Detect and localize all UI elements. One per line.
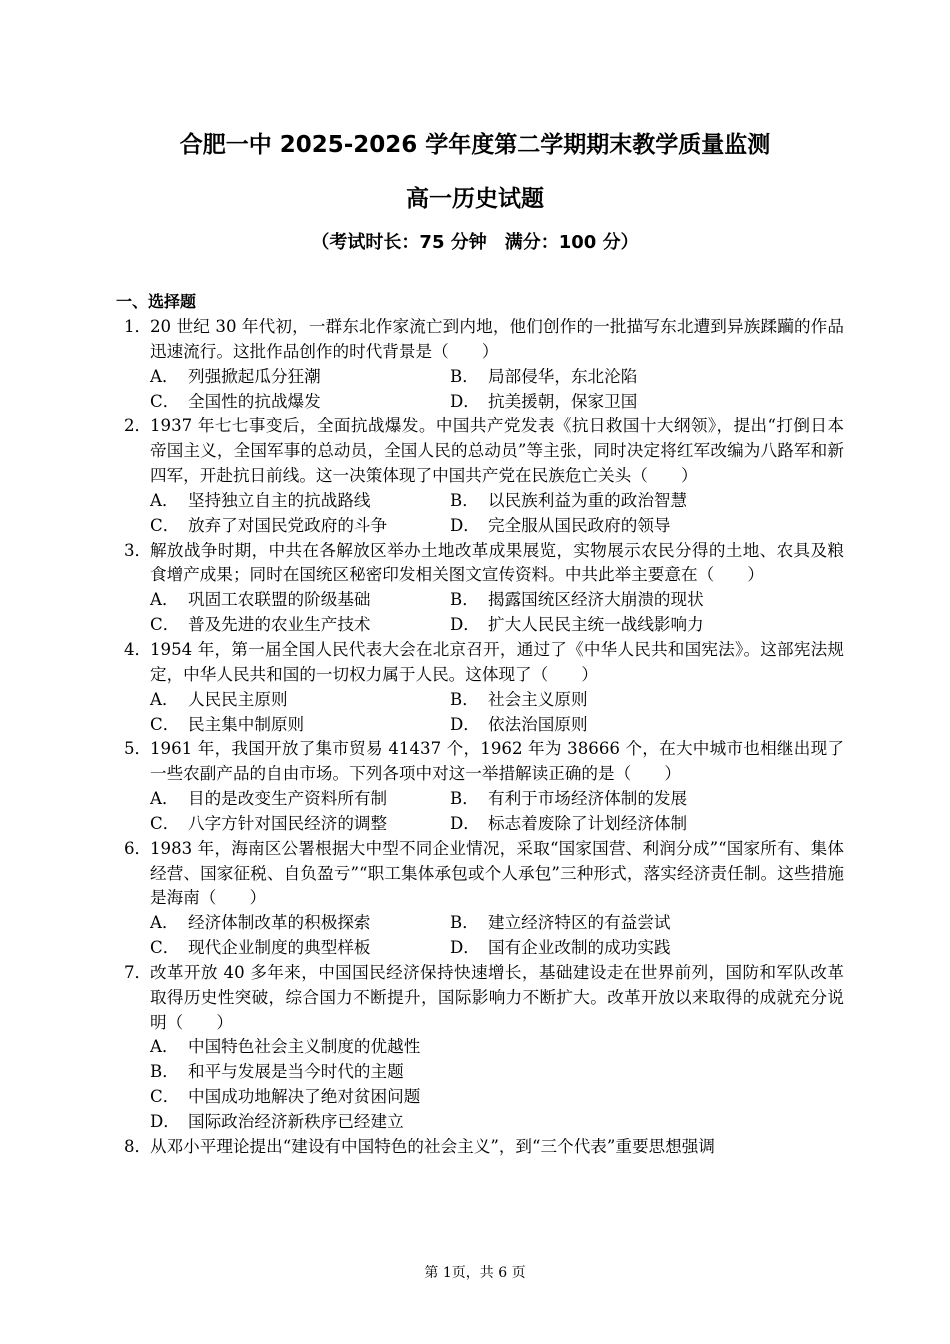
option-letter: B． [450,490,479,510]
option-item [150,613,450,638]
option-list [124,1035,844,1134]
option-item [150,688,450,713]
option-item [450,588,750,613]
option-text: 完全服从国民政府的领导 [488,515,671,535]
question-list [124,315,844,1160]
question-item [124,837,844,912]
option-text: 中国特色社会主义制度的优越性 [188,1037,421,1057]
option-text: 全国性的抗战爆发 [188,391,321,411]
option-row [150,613,844,638]
option-text: 国际政治经济新秩序已经建立 [188,1112,404,1131]
option-row [150,713,844,738]
option-text: 国有企业改制的成功实践 [488,938,671,958]
option-row [150,812,844,837]
option-text: 中国成功地解决了绝对贫困问题 [188,1087,421,1107]
option-item [150,1035,844,1060]
exam-subtitle: 高一历史试题 [406,186,544,212]
option-item [150,1085,844,1110]
question-number: 8． [124,1136,152,1156]
question-text: 1937 年七七事变后，全面抗战爆发。中国共产党发表《抗日救国十大纲领》，提出“打倒日本帝国主义，全国军事的总动员，全国人民的总动员”等主张，同时决定将红军改编为八路军和新四军，开赴抗日前线。这一决策体现了中国共产党在民族危亡关头（ ） [150,416,844,486]
option-letter: D． [450,515,480,535]
question-text: 1954 年，第一届全国人民代表大会在北京召开，通过了《中华人民共和国宪法》。这部宪法规定，中华人民共和国的一切权力属于人民。这体现了（ ） [150,639,844,684]
option-list [124,588,844,638]
option-text: 揭露国统区经济大崩溃的现状 [488,590,704,610]
option-letter: C． [150,1087,180,1107]
option-text: 列强掀起瓜分狂潮 [188,366,321,386]
option-text: 扩大人民民主统一战线影响力 [488,615,704,635]
option-list [124,489,844,539]
option-list [124,365,844,415]
option-letter: C． [150,714,180,734]
option-item [150,812,450,837]
option-letter: B． [450,913,479,933]
question-text: 20 世纪 30 年代初，一群东北作家流亡到内地，他们创作的一批描写东北遭到异族蹂躏的作品迅速流行。这批作品创作的时代背景是（ ） [150,317,844,361]
option-letter: B． [150,1062,179,1082]
option-text: 建立经济特区的有益尝试 [488,913,671,933]
option-text: 和平与发展是当今时代的主题 [188,1062,404,1082]
option-letter: B． [450,689,479,709]
option-text: 社会主义原则 [488,689,588,709]
option-text: 现代企业制度的典型样板 [188,938,371,958]
option-item [150,713,450,738]
option-item [150,787,450,812]
option-row [150,688,844,713]
option-letter: D． [450,938,480,958]
option-letter: C． [150,813,180,833]
option-letter: A． [150,1037,179,1057]
option-text: 民主集中制原则 [188,714,305,734]
option-letter: C． [150,615,180,635]
section-heading: 一、选择题 [116,292,197,311]
option-letter: B． [450,590,479,610]
question-number: 4． [124,639,152,659]
option-row [150,390,844,415]
option-item [450,713,750,738]
option-row [150,936,844,961]
option-letter: A． [150,590,179,610]
option-list [124,688,844,738]
option-letter: C． [150,515,180,535]
option-text: 局部侵华，东北沦陷 [488,366,638,386]
option-letter: D． [450,615,480,635]
option-text: 坚持独立自主的抗战路线 [188,490,371,510]
option-text: 八字方针对国民经济的调整 [188,813,388,833]
question-number: 6． [124,838,152,858]
option-item [150,1060,844,1085]
option-letter: D． [150,1112,180,1131]
option-row [150,514,844,539]
option-item [450,613,750,638]
question-number: 2． [124,416,152,436]
option-text: 有利于市场经济体制的发展 [488,789,688,809]
question-item [124,315,844,365]
option-text: 放弃了对国民党政府的斗争 [188,515,388,535]
option-item [150,1110,844,1135]
question-text: 改革开放 40 多年来，中国国民经济保持快速增长，基础建设走在世界前列，国防和军队改革取得历史性突破，综合国力不断提升，国际影响力不断扩大。改革开放以来取得的成就充分说明（ ） [150,962,844,1032]
question-item [124,1135,844,1160]
question-text: 从邓小平理论提出“建设有中国特色的社会主义”，到“三个代表”重要思想强调 [150,1136,715,1156]
option-letter: C． [150,938,180,958]
option-letter: A． [150,490,179,510]
option-letter: D． [450,714,480,734]
option-item [450,489,750,514]
option-item [150,514,450,539]
option-text: 人民民主原则 [188,689,288,709]
option-item [150,936,450,961]
question-number: 5． [124,739,152,759]
question-text: 1961 年，我国开放了集市贸易 41437 个，1962 年为 38666 个，在大中城市也相继出现了一些农副产品的自由市场。下列各项中对这一举措解读正确的是（ ） [150,739,844,784]
option-text: 抗美援朝，保家卫国 [488,391,638,411]
option-text: 标志着废除了计划经济体制 [488,813,688,833]
question-number: 3． [124,540,152,560]
option-item [150,390,450,415]
question-text: 1983 年，海南区公署根据大中型不同企业情况，采取“国家国营、利润分成”“国家所有、集体经营、国家征税、自负盈亏”“职工集体承包或个人承包”三种形式，落实经济责任制。这些措施是海南（ ） [150,838,844,908]
option-item [450,812,750,837]
option-item [150,911,450,936]
page-footer: 第 1页，共 6 页 [424,1265,526,1281]
option-list [124,911,844,961]
option-item [450,390,750,415]
option-item [450,787,750,812]
question-item [124,414,844,489]
option-letter: B． [450,789,479,809]
option-row [150,787,844,812]
option-letter: A． [150,366,179,386]
question-text: 解放战争时期，中共在各解放区举办土地改革成果展览，实物展示农民分得的土地、农具及粮食增产成果；同时在国统区秘密印发相关图文宣传资料。中共此举主要意在（ ） [150,540,844,585]
exam-info: （考试时长：75 分钟 满分：100 分） [311,232,639,253]
option-letter: D． [450,813,480,833]
option-item [450,688,750,713]
option-item [150,489,450,514]
option-text: 依法治国原则 [488,714,588,734]
option-text: 目的是改变生产资料所有制 [188,789,388,809]
option-letter: A． [150,913,179,933]
question-item [124,737,844,787]
option-letter: C． [150,391,180,411]
question-number: 7． [124,962,152,982]
option-row [150,365,844,390]
option-item [450,911,750,936]
option-row [150,911,844,936]
option-row [150,489,844,514]
option-letter: A． [150,789,179,809]
question-item [124,961,844,1036]
option-row [150,588,844,613]
option-text: 普及先进的农业生产技术 [188,615,371,635]
option-letter: B． [450,366,479,386]
option-item [450,365,750,390]
question-item [124,638,844,688]
option-list [124,787,844,837]
option-item [150,365,450,390]
option-letter: A． [150,689,179,709]
option-letter: D． [450,391,480,411]
exam-title: 合肥一中 2025-2026 学年度第二学期期末教学质量监测 [179,132,771,158]
option-item [450,936,750,961]
option-item [450,514,750,539]
option-text: 以民族利益为重的政治智慧 [488,490,688,510]
option-item [150,588,450,613]
option-text: 巩固工农联盟的阶级基础 [188,590,371,610]
question-number: 1． [124,317,152,336]
option-text: 经济体制改革的积极探索 [188,913,371,933]
question-item [124,539,844,589]
